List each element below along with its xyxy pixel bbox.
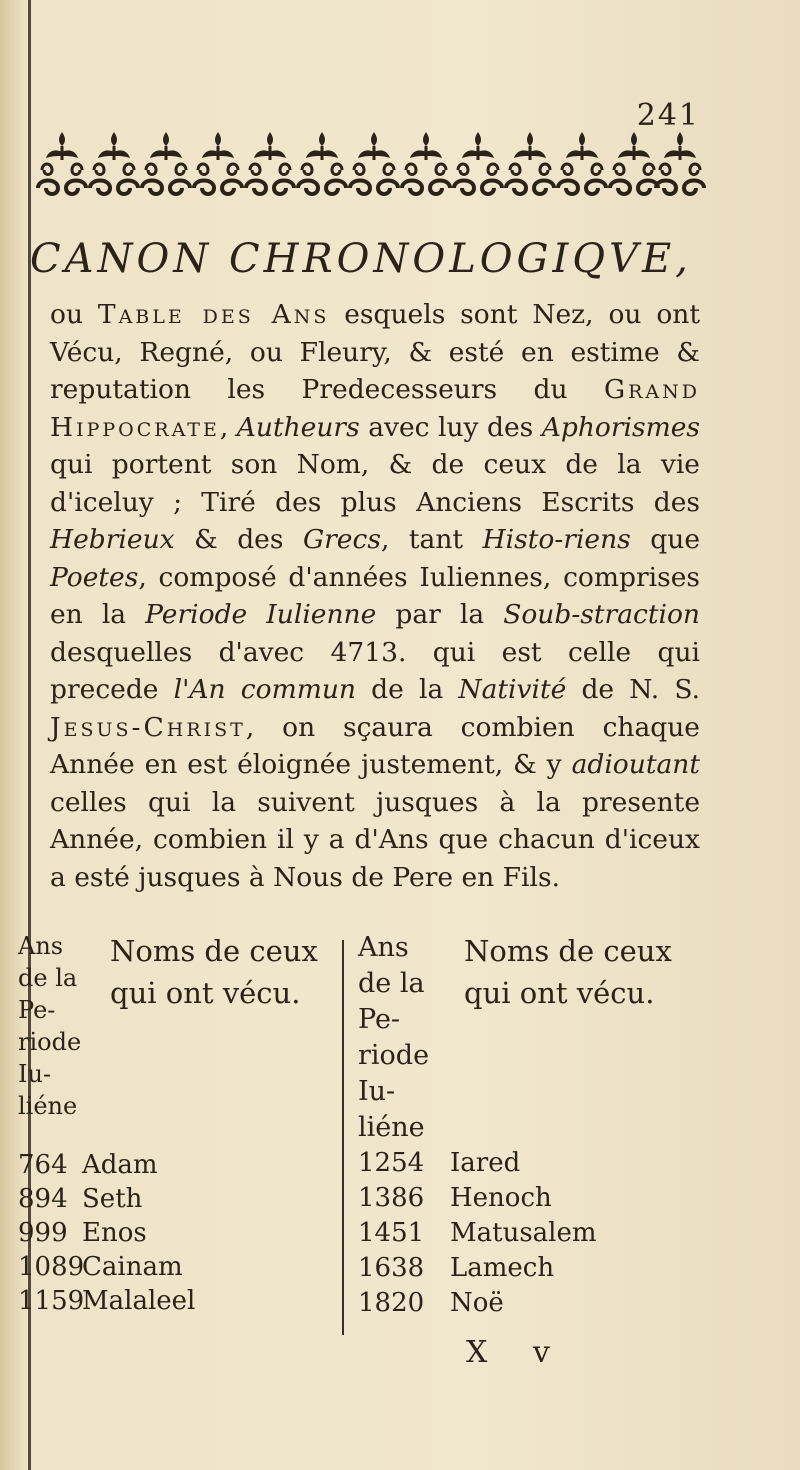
fleuron-ornament-band [36,130,706,200]
table-row [18,1184,340,1218]
name-cell: Seth [82,1184,143,1214]
name-cell: Malaleel [82,1286,196,1316]
table-row [358,1148,708,1183]
year-cell: 894 [18,1184,68,1214]
left-rows [18,1150,340,1320]
name-cell: Henoch [450,1183,552,1213]
page-number: 241 [636,98,700,133]
name-cell: Cainam [82,1252,183,1282]
name-cell: Matusalem [450,1218,597,1248]
name-cell: Lamech [450,1253,555,1283]
year-cell: 764 [18,1150,68,1180]
year-cell: 999 [18,1218,68,1248]
left-header-years: Ans de la Pe- riode Iu- liéne [18,932,82,1120]
intro-paragraph: ou Table des Ans esquels sont Nez, ou ont Vécu, Regné, ou Fleury, & esté en estime & reputation les Predecesseurs du Grand Hippocrate, Autheurs avec luy des Aphorismes qui portent son Nom, & de ceux de la vie d'iceluy ; Tiré des plus Anciens Escrits des Hebrieux & des Grecs, tant Histo-riens que Poetes, composé d'années Iuliennes, comprises en la Periode Iulienne par la Soub-straction desquelles d'avec 4713. qui est celle qui precede l'An commun de la Nativité de N. S. Jesus-Christ, on sçaura combien chaque Année en est éloignée justement, & y adioutant celles qui la suivent jusques à la presente Année, combien il y a d'Ans que chacun d'iceux a esté jusques à Nous de Pere en Fils. [50,299,701,893]
year-cell: 1386 [358,1183,425,1213]
name-cell: Noë [450,1288,504,1318]
table-row [18,1252,340,1286]
year-cell: 1451 [358,1218,425,1248]
right-header-names: Noms de ceux qui ont vécu. [464,934,672,1010]
right-header-years: Ans de la Pe- riode Iu- liéne [358,932,430,1143]
table-row [18,1218,340,1252]
year-cell: 1820 [358,1288,425,1318]
chapter-title: CANON CHRONOLOGIQVE, [30,236,692,282]
table-row [18,1286,340,1320]
signature-mark: X v [466,1335,568,1370]
name-cell: Adam [82,1150,158,1180]
table-row [358,1218,708,1253]
table-row [358,1183,708,1218]
table-row [358,1288,708,1323]
left-header-names: Noms de ceux qui ont vécu. [110,934,318,1010]
column-divider [342,940,344,1335]
table-row [358,1253,708,1288]
year-cell: 1089 [18,1252,85,1282]
year-cell: 1159 [18,1286,85,1316]
year-cell: 1638 [358,1253,425,1283]
name-cell: Iared [450,1148,521,1178]
year-cell: 1254 [358,1148,425,1178]
table-row [18,1150,340,1184]
name-cell: Enos [82,1218,147,1248]
right-rows [358,1148,708,1323]
